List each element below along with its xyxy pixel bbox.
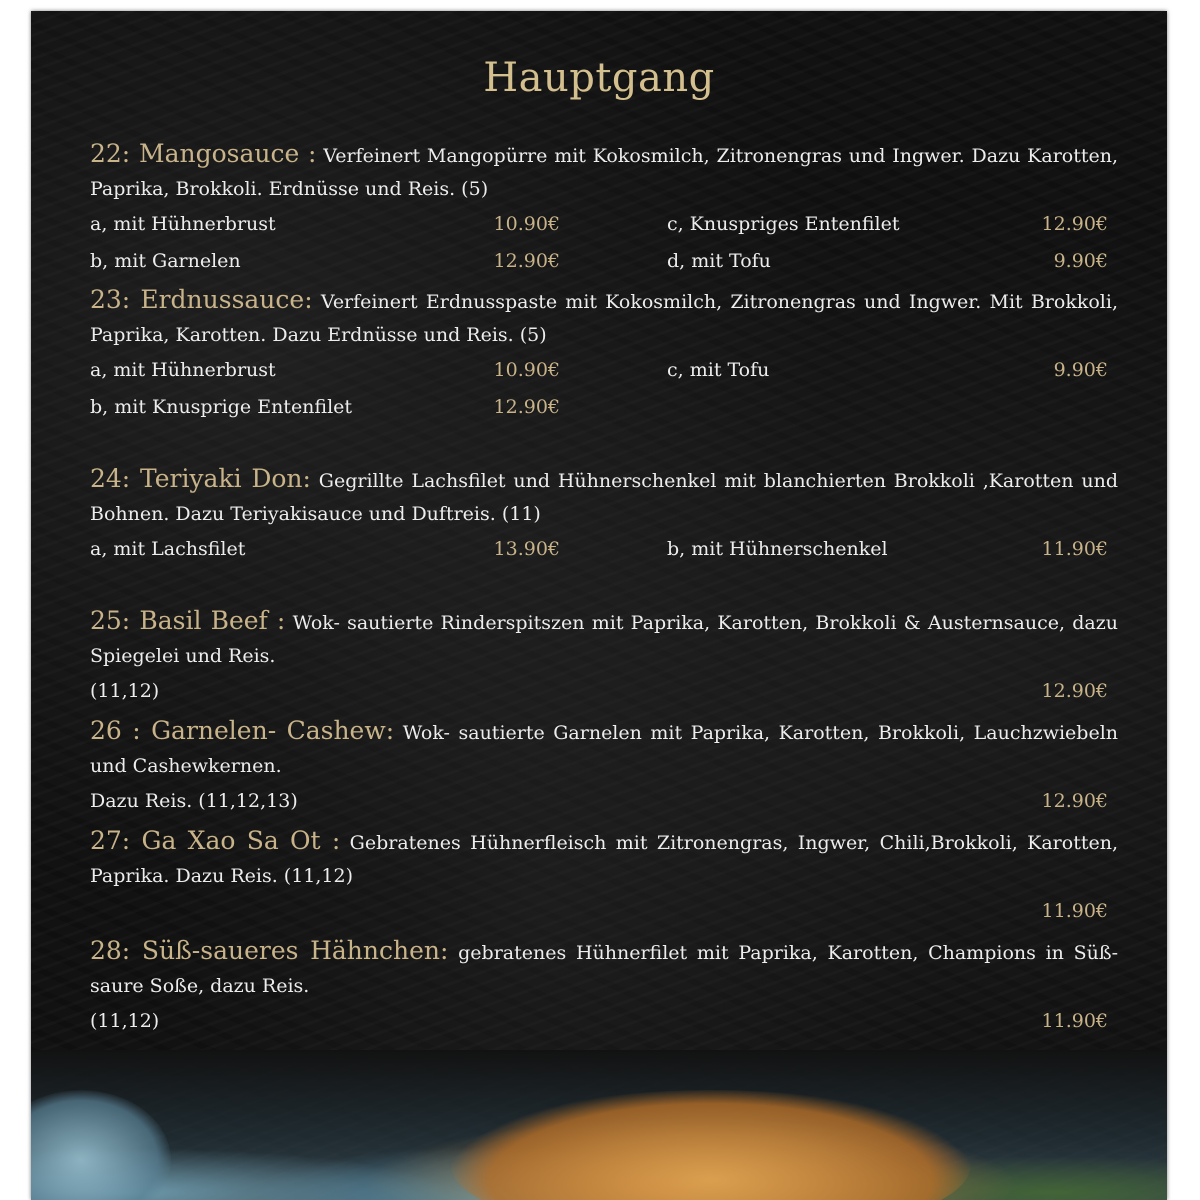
dish-27-price-row	[90, 893, 1118, 929]
option-label: c, mit Tofu	[667, 359, 770, 381]
option-label: d, mit Tofu	[667, 250, 771, 272]
option-price: 13.90€	[493, 538, 560, 560]
option-price: 10.90€	[493, 359, 560, 381]
dish-26-price-row	[90, 783, 1118, 819]
dish-22-options-row-1	[90, 206, 1118, 243]
food-photo	[31, 1050, 1167, 1200]
option-label: c, Knuspriges Entenfilet	[667, 213, 900, 235]
option-label: a, mit Hühnerbrust	[90, 213, 276, 235]
dish-24-name: 24: Teriyaki Don:	[90, 464, 311, 493]
dish-price: 11.90€	[1041, 1010, 1108, 1032]
dish-27-description: 27: Ga Xao Sa Ot : Gebratenes Hühnerfleisch mit Zitronengras, Ingwer, Chili,Brokkoli, Karotten, Paprika. Dazu Reis. (11,12)	[90, 826, 1118, 887]
dish-28-description: 28: Süß-saueres Hähnchen: gebratenes Hühnerfilet mit Paprika, Karotten, Champions in Süß-saure Soße, dazu Reis.	[90, 936, 1118, 997]
dish-22-description: 22: Mangosauce : Verfeinert Mangopürre mit Kokosmilch, Zitronengras und Ingwer. Dazu Karotten, Paprika, Brokkoli. Erdnüsse und Reis. (5)	[90, 139, 1119, 200]
dish-25-description: 25: Basil Beef : Wok- sautierte Rinderspitszen mit Paprika, Karotten, Brokkoli & Austernsauce, dazu Spiegelei und Reis.	[90, 606, 1118, 667]
allergen-note: Dazu Reis. (11,12,13)	[90, 790, 298, 812]
dish-22-name: 22: Mangosauce :	[90, 139, 317, 168]
bowl-image	[31, 1090, 171, 1200]
dish-28-name: 28: Süß-saueres Hähnchen:	[90, 936, 449, 965]
dish-25-name: 25: Basil Beef :	[90, 606, 286, 635]
option-label: b, mit Garnelen	[90, 250, 241, 272]
dish-25	[90, 604, 1118, 709]
dish-24-options-row-1	[90, 531, 1118, 568]
allergen-note: (11,12)	[90, 1010, 160, 1032]
plate-image	[451, 1090, 971, 1200]
option-price: 12.90€	[1041, 213, 1108, 235]
option-label: a, mit Lachsfilet	[90, 538, 246, 560]
option-price: 12.90€	[493, 250, 560, 272]
option-price: 10.90€	[493, 213, 560, 235]
option-label: b, mit Knusprige Entenfilet	[90, 396, 353, 418]
dish-24-description: 24: Teriyaki Don: Gegrillte Lachsfilet und Hühnerschenkel mit blanchierten Brokkoli ,Karotten und Bohnen. Dazu Teriyakisauce und Duftreis. (11)	[90, 464, 1118, 525]
dish-26-name: 26 : Garnelen- Cashew:	[90, 716, 395, 745]
dish-25-price-row	[90, 673, 1118, 709]
option-price: 11.90€	[1041, 538, 1108, 560]
dish-23-options-row-1	[90, 352, 1118, 389]
option-price: 9.90€	[1053, 359, 1108, 381]
dish-26	[90, 714, 1118, 819]
allergen-note: (11,12)	[90, 680, 160, 702]
dish-price: 12.90€	[1041, 790, 1108, 812]
option-label: b, mit Hühnerschenkel	[667, 538, 888, 560]
dish-28-price-row	[90, 1003, 1118, 1039]
dish-price: 11.90€	[1041, 900, 1108, 922]
dish-24	[90, 462, 1118, 568]
option-price: 9.90€	[1053, 250, 1108, 272]
dish-23	[90, 283, 1118, 426]
dish-28	[90, 934, 1118, 1039]
dish-23-options-row-2	[90, 389, 1118, 426]
option-label: a, mit Hühnerbrust	[90, 359, 276, 381]
dish-23-description: 23: Erdnussauce: Verfeinert Erdnusspaste mit Kokosmilch, Zitronengras und Ingwer. Mit Brokkoli, Paprika, Karotten. Dazu Erdnüsse und Reis. (5)	[90, 285, 1118, 346]
page-title: Hauptgang	[483, 55, 715, 101]
dish-price: 12.90€	[1041, 680, 1108, 702]
menu-page	[31, 11, 1167, 1200]
dish-23-name: 23: Erdnussauce:	[90, 285, 313, 314]
dish-27-name: 27: Ga Xao Sa Ot :	[90, 826, 341, 855]
dish-22	[90, 137, 1118, 280]
dish-22-options-row-2	[90, 243, 1118, 280]
dish-27	[90, 824, 1118, 929]
dish-26-description: 26 : Garnelen- Cashew: Wok- sautierte Garnelen mit Paprika, Karotten, Brokkoli, Lauchzwiebeln und Cashewkernen.	[90, 716, 1119, 777]
option-price: 12.90€	[493, 396, 560, 418]
